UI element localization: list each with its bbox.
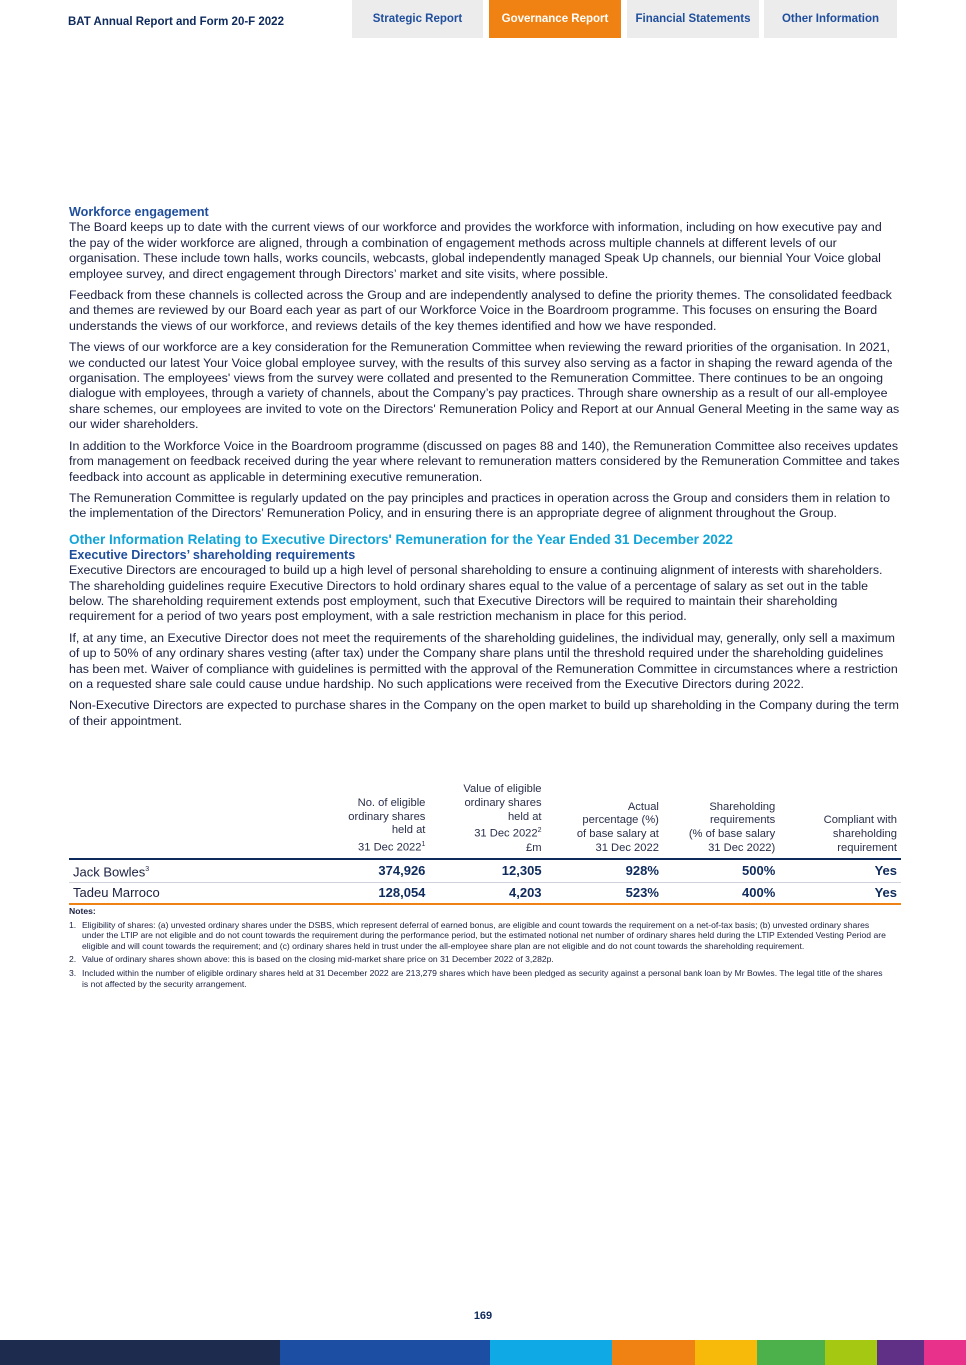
- tab-financial-statements[interactable]: Financial Statements: [627, 0, 759, 38]
- requirement-percentage: 500%: [742, 862, 776, 878]
- note-number: 1.: [69, 919, 77, 930]
- note-text: Eligibility of shares: (a) unvested ordinary shares under the DSBS, which represent deferral of earned bonus, are eligible and count towards the requirement on a net-of-tax basis; (b) unvested ordinary shares under the LTIP are not eligible and do not count towards the requirement during the performance period, but the estimated notional net number of ordinary shares held during the LTIP Extended Vesting Period are eligible and will count towards the requirement; and (c) ordinary shares held in trust under the all-employee share plan are not eligible and do not count towards the shareholding requirement.: [82, 919, 886, 951]
- shares-value: 374,926: [378, 862, 426, 878]
- other-info-heading: Other Information Relating to Executive Directors' Remuneration for the Year Ended 31 December 2022: [69, 531, 733, 547]
- color-bar-segment: [280, 1340, 490, 1365]
- column-header-compliant: Compliant with shareholding requirement: [823, 814, 897, 854]
- color-bar-segment: [0, 1340, 280, 1365]
- note-text: Value of ordinary shares shown above: this is based on the closing mid-market share price on 31 December 2022 of 3,282p.: [82, 954, 554, 965]
- workforce-paragraph: Feedback from these channels is collected across the Group and are independently analysed to define the priority themes. The consolidated feedback and themes are reviewed by our Board each year as part of our Workforce Voice in the Boardroom programme. This focuses on ensuring the Board understands the views of our workforce, and reviews details of the key themes identified and how we have responded.: [69, 288, 892, 333]
- note-item: [69, 920, 889, 952]
- color-bar-segment: [825, 1340, 877, 1365]
- tab-governance-report[interactable]: Governance Report: [489, 0, 621, 38]
- table-row: [69, 859, 901, 883]
- table-header-row: [69, 783, 901, 859]
- notes-title: Notes:: [69, 906, 96, 916]
- tab-strategic-report[interactable]: Strategic Report: [352, 0, 483, 38]
- tab-other-information[interactable]: Other Information: [764, 0, 897, 38]
- name-column-header: [69, 783, 339, 859]
- footer-color-bar: [0, 1340, 966, 1365]
- workforce-paragraph: The Board keeps up to date with the current views of our workforce and provides the workforce with information, including on how executive pay and the pay of the wider workforce are aligned, through a combination of engagement methods across multiple channels at different levels of our organisation. These include town halls, works councils, webcasts, global independently managed Speak Up channels, our biennial Your Voice global employee survey, and direct engagement through Directors’ market and site visits, where possible.: [69, 220, 882, 281]
- color-bar-segment: [757, 1340, 825, 1365]
- color-bar-segment: [924, 1340, 966, 1365]
- top-navigation: [0, 0, 966, 38]
- workforce-paragraph: The views of our workforce are a key consideration for the Remuneration Committee when reviewing the reward priorities of the organisation. In 2021, we conducted our latest Your Voice global employee survey, with the results of this survey also serving as a factor in shaping the reward agenda of the organisation. The employees' views from the survey were collated and presented to the Remuneration Committee. There continues to be an ongoing dialogue with employees, through a variety of channels, about the Company’s pay practices. Through share ownership as a result of our all-employee share schemes, our employees are invited to vote on the Directors' Remuneration Policy and Report at our Annual General Meeting in the same way as our wider shareholders.: [69, 340, 900, 432]
- column-header-requirement: Shareholding requirements (% of base salary 31 Dec 2022): [688, 800, 776, 854]
- document-title: BAT Annual Report and Form 20-F 2022: [68, 16, 284, 28]
- note-number: 3.: [69, 967, 77, 978]
- shares-value: 128,054: [378, 885, 426, 901]
- requirement-percentage: 400%: [742, 885, 776, 901]
- workforce-heading: Workforce engagement: [69, 205, 209, 219]
- color-bar-segment: [490, 1340, 612, 1365]
- notes-section: [69, 906, 889, 992]
- value-amount: 4,203: [509, 885, 542, 901]
- shareholding-paragraph: Executive Directors are encouraged to build up a high level of personal shareholding to ensure a continuing alignment of interests with shareholders. The shareholding guidelines require Executive Directors to hold ordinary shares equal to the value of a percentage of salary as set out in the table below. The shareholding requirement extends post employment, such that Executive Directors will be required to maintain their shareholding requirement for a period of two years post employment, with a sale restriction mechanism in place for this period.: [69, 563, 883, 624]
- compliant-status: Yes: [874, 885, 897, 901]
- shareholding-paragraph: Non-Executive Directors are expected to purchase shares in the Company on the open market to build up shareholding in the Company during the term of their appointment.: [69, 698, 899, 728]
- note-item: [69, 954, 889, 965]
- actual-percentage: 928%: [625, 862, 659, 878]
- workforce-paragraph: The Remuneration Committee is regularly updated on the pay principles and practices in operation across the Group and considers them in relation to the implementation of the Directors’ Remuneration Policy, and in ensuring there is an appropriate degree of alignment throughout the Group.: [69, 490, 890, 521]
- page-number: 169: [473, 1310, 493, 1322]
- compliant-status: Yes: [874, 862, 897, 878]
- color-bar-segment: [695, 1340, 757, 1365]
- table-row: [69, 883, 901, 905]
- actual-percentage: 523%: [625, 885, 659, 901]
- shareholding-paragraph: If, at any time, an Executive Director does not meet the requirements of the shareholding guidelines, the individual may, generally, only sell a maximum of up to 50% of any ordinary shares vesting (after tax) under the Company share plans until the threshold required under the shareholding guidelines has been met. Waiver of compliance with guidelines is permitted with the approval of the Remuneration Committee in circumstances where a restriction on a requested share sale could cause undue hardship. No such applications were received from the Executive Directors during 2022.: [69, 630, 898, 691]
- column-header-actual-percentage: Actual percentage (%) of base salary at 31 Dec 2022: [576, 800, 659, 854]
- note-text: Included within the number of eligible ordinary shares held at 31 December 2022 are 213,279 shares which have been pledged as security against a personal bank loan by Mr Bowles. The legal title of the shares is not affected by the security arrangement.: [82, 967, 883, 989]
- color-bar-segment: [612, 1340, 695, 1365]
- column-header-value: Value of eligible ordinary shares held at 31 Dec 2022$^2$ £m: [463, 783, 542, 854]
- column-header-shares: No. of eligible ordinary shares held at 31 Dec 2022$^1$: [348, 796, 426, 854]
- shareholding-subheading: Executive Directors’ shareholding requirements: [69, 547, 356, 562]
- shareholding-table: [69, 783, 901, 905]
- workforce-paragraph: In addition to the Workforce Voice in the Boardroom programme (discussed on pages 88 and 140), the Remuneration Committee also receives updates from management on feedback received during the year where relevant to remuneration matters considered by the Remuneration Committee and takes feedback into account as applicable in determining executive remuneration.: [69, 438, 900, 484]
- color-bar-segment: [877, 1340, 924, 1365]
- shareholding-table-container: [69, 783, 901, 905]
- value-amount: 12,305: [501, 862, 542, 878]
- note-number: 2.: [69, 954, 77, 965]
- director-name: Jack Bowles$^3$: [73, 864, 150, 880]
- main-content: [69, 205, 901, 735]
- note-item: [69, 968, 889, 989]
- director-name: Tadeu Marroco: [73, 885, 160, 901]
